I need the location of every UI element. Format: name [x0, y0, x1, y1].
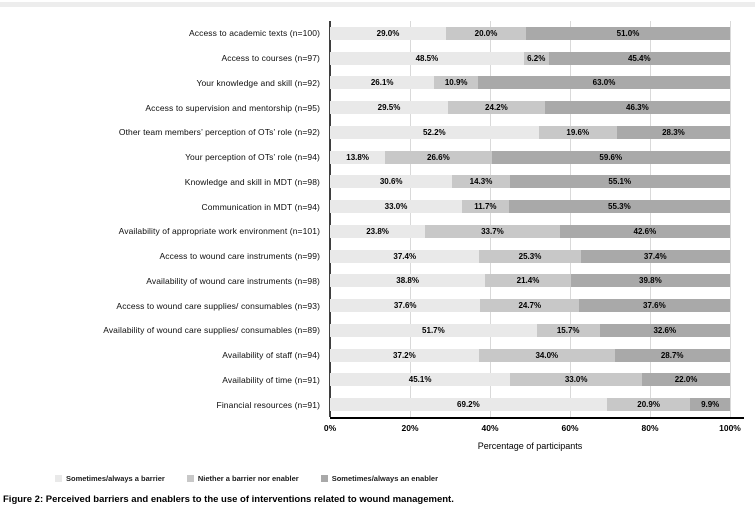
data-label: 30.6% [379, 177, 403, 187]
bar-segment-enabler [545, 101, 730, 114]
x-tick-label: 0% [323, 423, 337, 433]
x-axis-line [330, 417, 744, 419]
data-label: 11.7% [474, 202, 497, 212]
data-label: 20.0% [474, 28, 498, 38]
category-label: Other team members’ perception of OTs’ role (n=92) [118, 127, 320, 138]
bar-segment-enabler [615, 349, 730, 362]
data-label: 6.2% [527, 53, 546, 63]
bar-segment-neither [479, 349, 615, 362]
data-label: 26.1% [370, 78, 394, 88]
data-label: 13.8% [346, 152, 369, 162]
bar-segment-neither [539, 126, 617, 139]
bar-segment-enabler [581, 250, 730, 263]
bar-track [330, 373, 730, 386]
data-label: 24.7% [518, 301, 542, 311]
category-label: Access to courses (n=97) [221, 53, 320, 64]
bar-segment-enabler [579, 299, 729, 312]
legend-item-enabler [321, 474, 438, 483]
bar-track [330, 299, 730, 312]
bar-segment-barrier [330, 373, 510, 386]
data-label: 48.5% [415, 53, 439, 63]
bar-track [330, 126, 730, 139]
category-label: Access to supervision and mentorship (n=95) [145, 102, 320, 113]
data-label: 10.9% [444, 78, 468, 88]
data-label: 37.4% [643, 251, 667, 261]
top-divider [0, 2, 755, 7]
data-label: 15.7% [556, 325, 580, 335]
chart-row [0, 392, 755, 417]
category-label: Access to academic texts (n=100) [189, 28, 320, 39]
data-label: 63.0% [592, 78, 616, 88]
bar-segment-barrier [330, 324, 537, 337]
chart-row [0, 318, 755, 343]
data-label: 32.6% [653, 325, 677, 335]
chart-row [0, 145, 755, 170]
bar-segment-neither [452, 175, 509, 188]
bar-segment-enabler [509, 200, 730, 213]
chart-row [0, 71, 755, 96]
category-label: Your perception of OTs’ role (n=94) [185, 152, 320, 163]
bar-segment-barrier [330, 101, 448, 114]
chart-row [0, 368, 755, 393]
data-label: 28.7% [660, 350, 684, 360]
bar-segment-barrier [330, 76, 434, 89]
bar-segment-enabler [600, 324, 730, 337]
bar-track [330, 52, 730, 65]
x-axis-title: Percentage of participants [477, 441, 583, 451]
bar-segment-neither [434, 76, 478, 89]
bar-segment-neither [479, 250, 580, 263]
chart-row [0, 293, 755, 318]
bar-segment-enabler [642, 373, 730, 386]
bar-segment-neither [462, 200, 509, 213]
bar-track [330, 151, 730, 164]
figure-caption: Figure 2: Perceived barriers and enablers to the use of interventions related to wound management. [3, 494, 454, 505]
data-label: 33.0% [564, 375, 588, 385]
data-label: 22.0% [674, 375, 698, 385]
data-label: 25.3% [518, 251, 542, 261]
data-label: 39.8% [639, 276, 662, 286]
data-label: 29.5% [377, 103, 401, 113]
bar-segment-barrier [330, 225, 425, 238]
category-label: Access to wound care supplies/ consumables (n=93) [116, 300, 320, 311]
category-label: Your knowledge and skill (n=92) [196, 77, 320, 88]
bar-segment-enabler [549, 52, 730, 65]
x-tick-label: 80% [641, 423, 659, 433]
bar-track [330, 101, 730, 114]
bar-segment-neither [485, 274, 571, 287]
bar-track [330, 250, 730, 263]
bar-segment-barrier [330, 299, 480, 312]
bar-segment-enabler [617, 126, 730, 139]
category-label: Availability of wound care supplies/ consumables (n=89) [103, 325, 320, 336]
data-label: 33.0% [384, 202, 408, 212]
legend-marker-icon [187, 475, 194, 482]
bar-segment-neither [448, 101, 545, 114]
bar-segment-barrier [330, 27, 446, 40]
x-tick-label: 100% [719, 423, 741, 433]
bar-segment-barrier [330, 175, 452, 188]
data-label: 20.9% [637, 400, 660, 410]
data-label: 59.6% [599, 152, 623, 162]
bar-segment-neither [480, 299, 579, 312]
bar-segment-neither [385, 151, 491, 164]
legend [55, 474, 438, 483]
data-label: 51.0% [616, 28, 640, 38]
bar-track [330, 349, 730, 362]
bar-segment-neither [446, 27, 526, 40]
bar-segment-barrier [330, 52, 524, 65]
category-label: Knowledge and skill in MDT (n=98) [184, 176, 320, 187]
legend-item-barrier [55, 474, 165, 483]
category-label: Communication in MDT (n=94) [201, 201, 320, 212]
bar-segment-barrier [330, 250, 479, 263]
chart-row [0, 244, 755, 269]
bar-track [330, 398, 730, 411]
data-label: 45.1% [408, 375, 432, 385]
data-label: 28.3% [662, 127, 685, 137]
bar-segment-enabler [510, 175, 730, 188]
data-label: 51.7% [422, 325, 445, 335]
bar-segment-enabler [478, 76, 730, 89]
data-label: 24.2% [485, 103, 508, 113]
bar-segment-barrier [330, 398, 607, 411]
bar-segment-neither [510, 373, 642, 386]
data-label: 14.3% [469, 177, 493, 187]
category-label: Financial resources (n=91) [216, 399, 320, 410]
x-tick-label: 40% [481, 423, 499, 433]
data-label: 42.6% [633, 226, 657, 236]
data-label: 37.4% [393, 251, 417, 261]
chart-row [0, 21, 755, 46]
data-label: 33.7% [481, 226, 504, 236]
bar-segment-enabler [571, 274, 730, 287]
bar-segment-neither [524, 52, 549, 65]
bar-segment-enabler [560, 225, 730, 238]
data-label: 69.2% [457, 400, 480, 410]
bar-segment-neither [607, 398, 691, 411]
bar-track [330, 27, 730, 40]
data-label: 55.3% [608, 202, 631, 212]
data-label: 21.4% [516, 276, 540, 286]
chart-row [0, 269, 755, 294]
data-label: 46.3% [626, 103, 649, 113]
data-label: 26.6% [427, 152, 450, 162]
bar-segment-enabler [526, 27, 730, 40]
bar-segment-barrier [330, 274, 485, 287]
category-label: Availability of appropriate work environment (n=101) [118, 226, 320, 237]
bar-segment-enabler [492, 151, 730, 164]
category-label: Availability of wound care instruments (n=98) [146, 275, 320, 286]
data-label: 23.8% [366, 226, 389, 236]
legend-marker-icon [55, 475, 62, 482]
data-label: 55.1% [608, 177, 632, 187]
category-label: Access to wound care instruments (n=99) [159, 251, 320, 262]
bar-segment-enabler [690, 398, 730, 411]
chart-row [0, 120, 755, 145]
category-label: Availability of staff (n=94) [222, 350, 320, 361]
bar-segment-neither [537, 324, 600, 337]
data-label: 37.6% [393, 301, 417, 311]
bar-rows [0, 21, 755, 417]
chart-row [0, 219, 755, 244]
bar-segment-barrier [330, 151, 385, 164]
chart-row [0, 194, 755, 219]
bar-segment-barrier [330, 349, 479, 362]
chart-row [0, 170, 755, 195]
legend-label: Sometimes/always a barrier [66, 474, 165, 483]
bar-track [330, 324, 730, 337]
data-label: 19.6% [566, 127, 590, 137]
bar-segment-barrier [330, 200, 462, 213]
legend-item-neither [187, 474, 299, 483]
category-label: Availability of time (n=91) [222, 374, 320, 385]
data-label: 34.0% [535, 350, 559, 360]
data-label: 29.0% [376, 28, 400, 38]
data-label: 37.6% [643, 301, 666, 311]
chart-row [0, 95, 755, 120]
data-label: 52.2% [422, 127, 446, 137]
bar-track [330, 274, 730, 287]
legend-marker-icon [321, 475, 328, 482]
bar-track [330, 175, 730, 188]
bar-segment-neither [425, 225, 560, 238]
bar-segment-barrier [330, 126, 539, 139]
legend-label: Sometimes/always an enabler [331, 474, 438, 483]
data-label: 37.2% [393, 350, 416, 360]
data-label: 9.9% [701, 400, 720, 410]
legend-label: Niether a barrier nor enabler [197, 474, 299, 483]
x-tick-label: 60% [561, 423, 579, 433]
bar-track [330, 225, 730, 238]
chart-row [0, 46, 755, 71]
data-label: 38.8% [396, 276, 419, 286]
bar-track [330, 76, 730, 89]
bar-track [330, 200, 730, 213]
data-label: 45.4% [627, 53, 651, 63]
chart-row [0, 343, 755, 368]
x-tick-label: 20% [401, 423, 419, 433]
